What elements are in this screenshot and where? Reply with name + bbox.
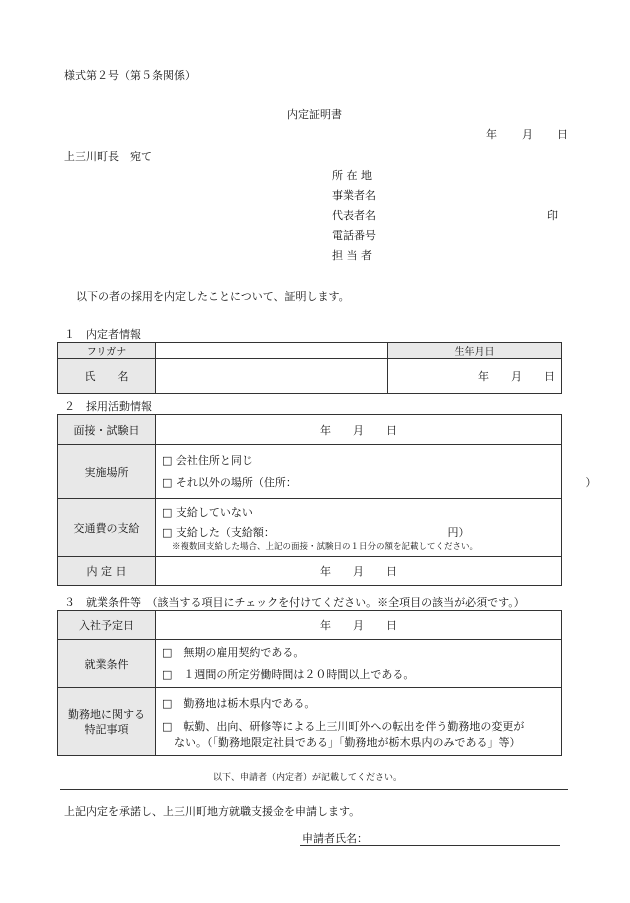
transport-option-none[interactable]: □ 支給していない — [162, 506, 253, 519]
offer-day: 日 — [386, 565, 397, 578]
birth-day: 日 — [544, 370, 555, 383]
transport-yen: 円） — [447, 526, 470, 539]
offer-date-label: 内 定 日 — [58, 557, 156, 586]
interview-day: 日 — [386, 423, 397, 437]
workplace-label-line2: 特記事項 — [84, 722, 129, 736]
place-field — [156, 445, 597, 499]
workplace-field — [156, 688, 562, 756]
birth-year: 年 — [478, 370, 489, 383]
applicant-name-underline[interactable] — [300, 845, 560, 846]
place-option-other[interactable] — [162, 472, 597, 494]
issuer-phone-label: 電話番号 — [332, 229, 376, 242]
transport-option-paid[interactable] — [162, 524, 555, 542]
workplace-label-line1: 勤務地に関する — [68, 707, 145, 721]
seal-mark: 印 — [547, 209, 558, 222]
condition-option-hours[interactable]: □ １週間の所定労働時間は２０時間以上である。 — [162, 667, 415, 681]
place-option-same[interactable]: □ 会社住所と同じ — [162, 453, 253, 467]
start-date-label: 入社予定日 — [58, 611, 156, 640]
applicant-statement: 上記内定を承諾し、上三川町地方就職支援金を申請します。 — [64, 805, 361, 818]
interview-date-label: 面接・試験日 — [58, 415, 156, 445]
date-year: 年 — [486, 128, 497, 141]
place-option-other-label: □ それ以外の場所（住所： — [162, 475, 297, 489]
transport-option-paid-label: □ 支給した（支給額： — [162, 526, 275, 539]
start-year: 年 — [320, 619, 331, 632]
offer-month: 月 — [353, 565, 364, 578]
interview-year: 年 — [320, 423, 331, 437]
furigana-label: フリガナ — [58, 343, 156, 359]
transport-label: 交通費の支給 — [58, 499, 156, 557]
workplace-option-no-transfer-line2: ない。（「勤務地限定社員である」「勤務地が栃木県内のみである」等） — [174, 735, 521, 749]
furigana-field[interactable] — [156, 343, 388, 359]
section1-title: １ 内定者情報 — [64, 328, 141, 341]
applicant-note: 以下、申請者（内定者）が記載してください。 — [213, 773, 403, 783]
workplace-label — [58, 688, 156, 756]
workplace-option-no-transfer-line1: □ 転勤、出向、研修等による上三川町外への転出を伴う勤務地の変更が — [162, 719, 525, 733]
conditions-field — [156, 640, 562, 688]
divider-line — [60, 789, 568, 790]
birthdate-field[interactable] — [388, 359, 562, 394]
intro-text: 以下の者の採用を内定したことについて、証明します。 — [76, 290, 350, 303]
date-month: 月 — [522, 128, 533, 141]
applicant-name-label: 申請者氏名： — [302, 832, 368, 845]
issuer-representative-label: 代表者名 — [332, 209, 376, 222]
section2-title: ２ 採用活動情報 — [64, 400, 152, 413]
name-label: 氏 名 — [58, 359, 156, 394]
section1-table — [57, 342, 562, 394]
offer-date-field[interactable] — [156, 557, 562, 586]
document-title: 内定証明書 — [287, 108, 342, 121]
name-field[interactable] — [156, 359, 388, 394]
birthdate-label: 生年月日 — [388, 343, 562, 359]
transport-field — [156, 499, 562, 557]
section2-table — [57, 414, 597, 586]
condition-option-indefinite[interactable]: □ 無期の雇用契約である。 — [162, 645, 305, 659]
start-month: 月 — [353, 619, 364, 632]
form-number: 様式第２号（第５条関係） — [64, 69, 196, 82]
place-label: 実施場所 — [58, 445, 156, 499]
issuer-contact-label: 担 当 者 — [332, 249, 372, 262]
start-day: 日 — [386, 619, 397, 632]
workplace-option-no-transfer[interactable] — [162, 715, 555, 751]
addressee: 上三川町長 宛て — [64, 150, 152, 163]
conditions-label: 就業条件 — [58, 640, 156, 688]
date-day: 日 — [557, 128, 568, 141]
interview-month: 月 — [353, 423, 364, 437]
offer-year: 年 — [320, 565, 331, 578]
issuer-company-label: 事業者名 — [332, 189, 376, 202]
place-close-paren: ） — [585, 475, 597, 489]
section3-table — [57, 610, 562, 756]
section3-title: ３ 就業条件等 （該当する項目にチェックを付けてください。※全項目の該当が必須です。） — [64, 596, 525, 609]
issuer-address-label: 所 在 地 — [332, 169, 372, 182]
transport-note: ※複数回支給した場合、上記の面接・試験日の１日分の額を記載してください。 — [172, 542, 479, 552]
start-date-field[interactable] — [156, 611, 562, 640]
workplace-option-tochigi[interactable]: □ 勤務地は栃木県内である。 — [162, 696, 316, 710]
birth-month: 月 — [511, 370, 522, 383]
interview-date-field[interactable] — [156, 415, 562, 445]
